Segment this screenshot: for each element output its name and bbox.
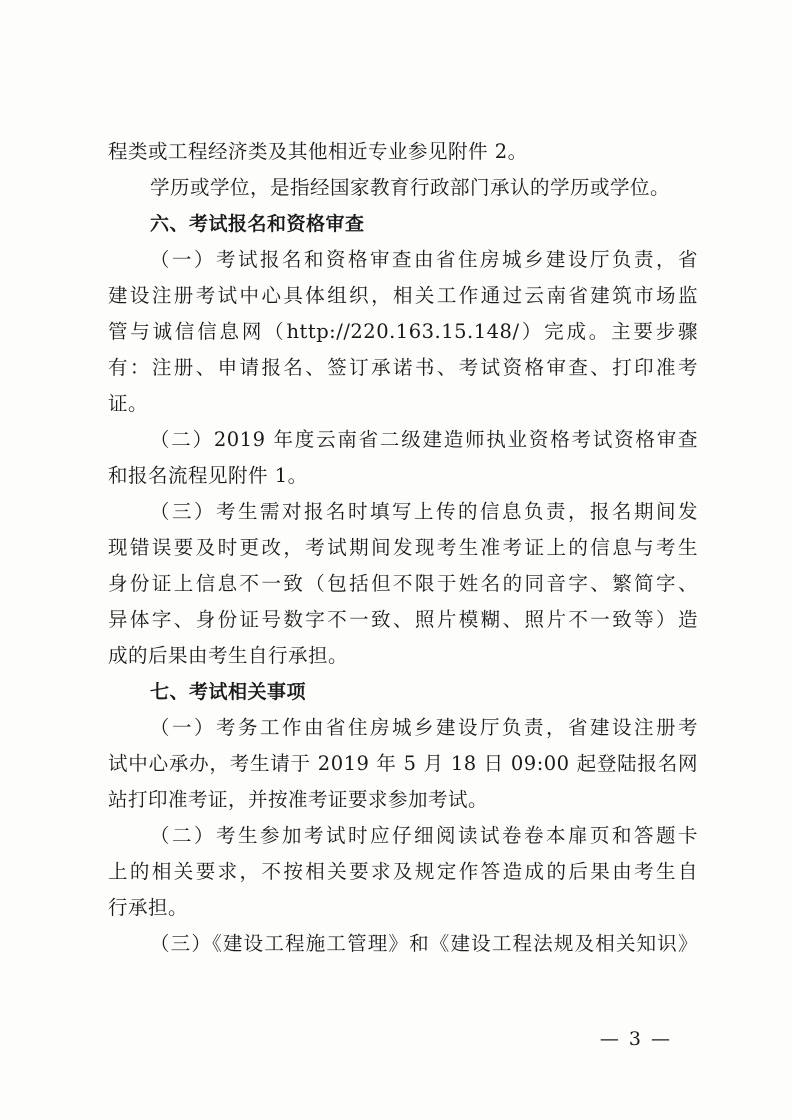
text-line: 证。: [108, 392, 149, 415]
section-heading-7: 七、考试相关事项: [150, 681, 307, 703]
text-line: 身份证上信息不一致（包括但不限于姓名的同音字、繁简字、: [108, 572, 698, 595]
text-line: 学历或学位，是指经国家教育行政部门承认的学历或学位。: [150, 176, 671, 199]
text-line: 现错误要及时更改，考试期间发现考生准考证上的信息与考生: [108, 536, 698, 559]
text-line: 程类或工程经济类及其他相近专业参见附件 2。: [108, 140, 528, 163]
text-line: 上的相关要求，不按相关要求及规定作答造成的后果由考生自: [108, 860, 698, 883]
page-number: — 3 —: [599, 1028, 672, 1050]
text-line: （二）2019 年度云南省二级建造师执业资格考试资格审查: [150, 428, 698, 451]
text-line: 管与诚信信息网（http://220.163.15.148/）完成。主要步骤: [108, 320, 698, 343]
text-line: 建设注册考试中心具体组织，相关工作通过云南省建筑市场监: [108, 284, 698, 307]
text-line: 异体字、身份证号数字不一致、照片模糊、照片不一致等）造: [108, 608, 698, 631]
text-line: 行承担。: [108, 896, 189, 919]
document-body: [108, 138, 698, 966]
section-heading-6: 六、考试报名和资格审查: [150, 213, 365, 235]
text-line: （三）考生需对报名时填写上传的信息负责，报名期间发: [150, 500, 698, 523]
text-line: （二）考生参加考试时应仔细阅读试卷卷本扉页和答题卡: [150, 824, 698, 847]
text-line: 和报名流程见附件 1。: [108, 464, 308, 487]
text-line: 成的后果由考生自行承担。: [108, 644, 349, 667]
text-line: 站打印准考证，并按准考证要求参加考试。: [108, 788, 489, 811]
text-line: （三）《建设工程施工管理》和《建设工程法规及相关知识》: [150, 932, 698, 955]
text-line: 有：注册、申请报名、签订承诺书、考试资格审查、打印准考: [108, 356, 698, 379]
text-line: （一）考试报名和资格审查由省住房城乡建设厅负责，省: [150, 248, 698, 271]
text-line: 试中心承办，考生请于 2019 年 5 月 18 日 09:00 起登陆报名网: [108, 752, 698, 775]
text-line: （一）考务工作由省住房城乡建设厅负责，省建设注册考: [150, 716, 698, 739]
